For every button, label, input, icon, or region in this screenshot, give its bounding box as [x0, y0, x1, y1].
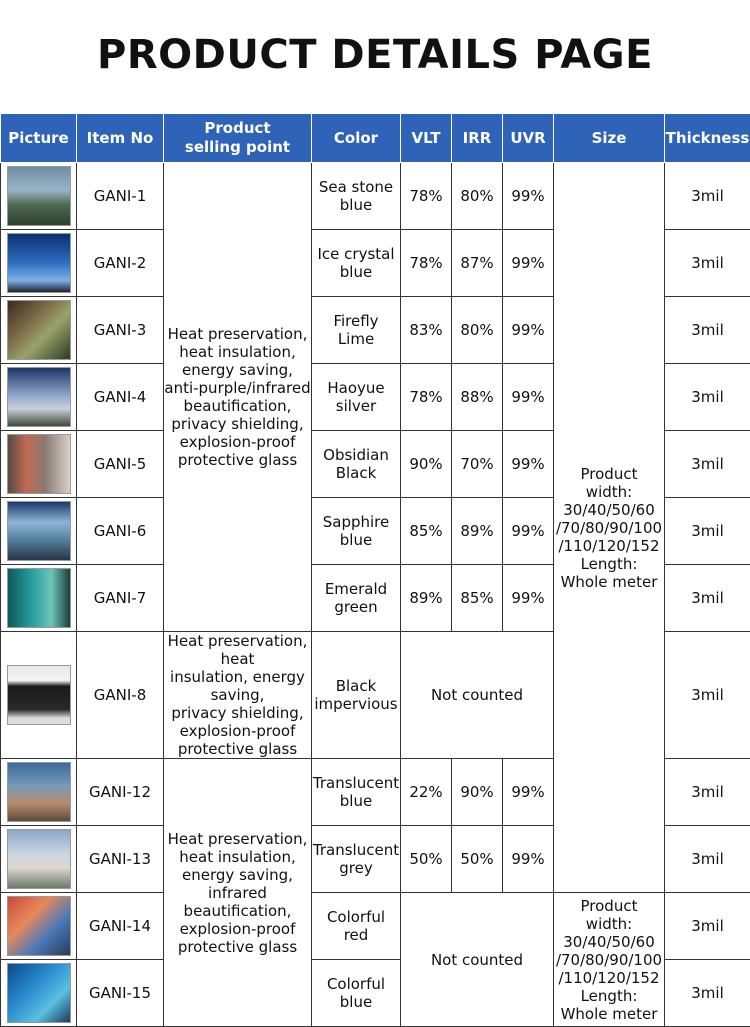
- color-line: Firefly: [333, 312, 378, 330]
- uvr-cell: 99%: [503, 230, 554, 297]
- selling-point-line: explosion-proof: [180, 920, 296, 938]
- vlt-cell: 22%: [401, 759, 452, 826]
- color-line: Colorful: [327, 975, 385, 993]
- color-line: Sea stone: [319, 178, 393, 196]
- thickness-cell: 3mil: [665, 960, 750, 1027]
- item-no-cell: GANI-13: [77, 826, 164, 893]
- irr-cell: 87%: [452, 230, 503, 297]
- selling-point-line: Heat preservation,: [168, 325, 308, 343]
- color-cell: [312, 431, 401, 498]
- product-photo: [7, 762, 71, 822]
- size-line: 30/40/50/60: [563, 501, 655, 519]
- table-row: [1, 893, 750, 960]
- color-cell: [312, 759, 401, 826]
- uvr-cell: 99%: [503, 826, 554, 893]
- picture-cell: [1, 565, 77, 632]
- product-photo: [7, 568, 71, 628]
- not-counted-cell: Not counted: [401, 632, 554, 759]
- picture-cell: [1, 364, 77, 431]
- item-no-cell: GANI-4: [77, 364, 164, 431]
- thickness-cell: 3mil: [665, 632, 750, 759]
- color-cell: [312, 498, 401, 565]
- irr-cell: 88%: [452, 364, 503, 431]
- selling-point-line: heat insulation,: [179, 343, 295, 361]
- color-cell: [312, 632, 401, 759]
- color-line: Lime: [338, 330, 374, 348]
- item-no-cell: GANI-3: [77, 297, 164, 364]
- product-photo: [7, 367, 71, 427]
- color-line: green: [334, 598, 377, 616]
- selling-point-line: protective glass: [178, 451, 297, 469]
- color-line: blue: [340, 993, 372, 1011]
- picture-cell: [1, 297, 77, 364]
- item-no-cell: GANI-15: [77, 960, 164, 1027]
- header-selling-point-line-2: selling point: [185, 138, 290, 156]
- irr-cell: 90%: [452, 759, 503, 826]
- size-line: /110/120/152: [558, 969, 659, 987]
- size-line: /110/120/152: [558, 537, 659, 555]
- color-line: silver: [336, 397, 376, 415]
- color-line: Sapphire: [323, 513, 390, 531]
- color-cell: [312, 163, 401, 230]
- header-uvr: UVR: [503, 114, 554, 163]
- selling-point-line: privacy shielding,: [171, 415, 303, 433]
- table-row: [1, 163, 750, 230]
- selling-point-group-3: [164, 759, 312, 1027]
- item-no-cell: GANI-14: [77, 893, 164, 960]
- selling-point-line: energy saving,: [182, 866, 293, 884]
- selling-point-line: Heat preservation,: [168, 830, 308, 848]
- vlt-cell: 83%: [401, 297, 452, 364]
- picture-cell: [1, 960, 77, 1027]
- vlt-cell: 78%: [401, 163, 452, 230]
- product-photo: [7, 501, 71, 561]
- page-title: PRODUCT DETAILS PAGE: [0, 32, 750, 78]
- uvr-cell: 99%: [503, 364, 554, 431]
- selling-point-line: heat insulation,: [179, 848, 295, 866]
- selling-point-line: explosion-proof: [180, 433, 296, 451]
- uvr-cell: 99%: [503, 163, 554, 230]
- item-no-cell: GANI-12: [77, 759, 164, 826]
- color-line: Translucent: [313, 774, 399, 792]
- picture-cell: [1, 498, 77, 565]
- color-cell: [312, 565, 401, 632]
- irr-cell: 50%: [452, 826, 503, 893]
- size-line: Length:: [581, 555, 638, 573]
- color-cell: [312, 960, 401, 1027]
- item-no-cell: GANI-1: [77, 163, 164, 230]
- selling-point-line: energy saving,: [182, 361, 293, 379]
- color-line: Emerald: [325, 580, 387, 598]
- color-cell: [312, 826, 401, 893]
- vlt-cell: 90%: [401, 431, 452, 498]
- product-photo: [7, 434, 71, 494]
- size-line: Whole meter: [561, 573, 658, 591]
- selling-point-line: privacy shielding,: [171, 704, 303, 722]
- color-line: Obsidian: [323, 446, 389, 464]
- size-block-1: [554, 163, 665, 893]
- color-line: Black: [336, 677, 377, 695]
- irr-cell: 70%: [452, 431, 503, 498]
- thickness-cell: 3mil: [665, 230, 750, 297]
- size-line: width:: [586, 915, 632, 933]
- color-line: blue: [340, 263, 372, 281]
- thickness-cell: 3mil: [665, 759, 750, 826]
- picture-cell: [1, 230, 77, 297]
- selling-point-line: explosion-proof: [180, 722, 296, 740]
- item-no-cell: GANI-6: [77, 498, 164, 565]
- item-no-cell: GANI-7: [77, 565, 164, 632]
- header-irr: IRR: [452, 114, 503, 163]
- size-block-2: [554, 893, 665, 1027]
- thickness-cell: 3mil: [665, 565, 750, 632]
- uvr-cell: 99%: [503, 565, 554, 632]
- product-photo: [7, 300, 71, 360]
- header-thickness: Thickness: [665, 114, 750, 163]
- irr-cell: 80%: [452, 163, 503, 230]
- color-line: Haoyue: [327, 379, 384, 397]
- color-line: Black: [336, 464, 377, 482]
- item-no-cell: GANI-5: [77, 431, 164, 498]
- color-line: grey: [339, 859, 372, 877]
- color-cell: [312, 893, 401, 960]
- selling-point-line: insulation, energy saving,: [170, 668, 305, 704]
- color-cell: [312, 297, 401, 364]
- color-line: blue: [340, 792, 372, 810]
- uvr-cell: 99%: [503, 297, 554, 364]
- selling-point-line: protective glass: [178, 938, 297, 956]
- thickness-cell: 3mil: [665, 826, 750, 893]
- color-cell: [312, 364, 401, 431]
- picture-cell: [1, 759, 77, 826]
- picture-cell: [1, 163, 77, 230]
- uvr-cell: 99%: [503, 759, 554, 826]
- size-line: Product: [581, 897, 638, 915]
- size-line: Length:: [581, 987, 638, 1005]
- header-selling-point: [164, 114, 312, 163]
- color-line: blue: [340, 196, 372, 214]
- selling-point-group-1: [164, 163, 312, 632]
- color-line: blue: [340, 531, 372, 549]
- product-photo: [7, 166, 71, 226]
- size-line: Whole meter: [561, 1005, 658, 1023]
- size-line: Product: [581, 465, 638, 483]
- picture-cell: [1, 431, 77, 498]
- picture-cell: [1, 893, 77, 960]
- color-line: Translucent: [313, 841, 399, 859]
- product-photo: [7, 963, 71, 1023]
- vlt-cell: 78%: [401, 364, 452, 431]
- header-size: Size: [554, 114, 665, 163]
- product-spec-table: [0, 113, 750, 1027]
- selling-point-line: beautification,: [184, 902, 292, 920]
- size-line: width:: [586, 483, 632, 501]
- product-photo: [7, 896, 71, 956]
- vlt-cell: 89%: [401, 565, 452, 632]
- product-photo: [7, 829, 71, 889]
- irr-cell: 89%: [452, 498, 503, 565]
- picture-cell: [1, 826, 77, 893]
- color-line: red: [344, 926, 369, 944]
- selling-point-line: infrared: [208, 884, 267, 902]
- uvr-cell: 99%: [503, 431, 554, 498]
- uvr-cell: 99%: [503, 498, 554, 565]
- thickness-cell: 3mil: [665, 431, 750, 498]
- color-cell: [312, 230, 401, 297]
- header-vlt: VLT: [401, 114, 452, 163]
- size-line: /70/80/90/100: [556, 951, 662, 969]
- color-line: Colorful: [327, 908, 385, 926]
- thickness-cell: 3mil: [665, 893, 750, 960]
- selling-point-line: anti-purple/infrared: [164, 379, 310, 397]
- product-photo: [7, 665, 71, 725]
- selling-point-line: beautification,: [184, 397, 292, 415]
- table-header-row: [1, 114, 750, 163]
- thickness-cell: 3mil: [665, 297, 750, 364]
- not-counted-cell: Not counted: [401, 893, 554, 1027]
- thickness-cell: 3mil: [665, 163, 750, 230]
- thickness-cell: 3mil: [665, 498, 750, 565]
- vlt-cell: 50%: [401, 826, 452, 893]
- color-line: impervious: [314, 695, 397, 713]
- size-line: /70/80/90/100: [556, 519, 662, 537]
- header-item-no: Item No: [77, 114, 164, 163]
- header-picture: Picture: [1, 114, 77, 163]
- vlt-cell: 78%: [401, 230, 452, 297]
- selling-point-group-2: [164, 632, 312, 759]
- size-line: 30/40/50/60: [563, 933, 655, 951]
- selling-point-line: Heat preservation, heat: [168, 632, 308, 668]
- item-no-cell: GANI-8: [77, 632, 164, 759]
- item-no-cell: GANI-2: [77, 230, 164, 297]
- color-line: Ice crystal: [317, 245, 394, 263]
- irr-cell: 80%: [452, 297, 503, 364]
- selling-point-line: protective glass: [178, 740, 297, 758]
- header-color: Color: [312, 114, 401, 163]
- picture-cell: [1, 632, 77, 759]
- vlt-cell: 85%: [401, 498, 452, 565]
- irr-cell: 85%: [452, 565, 503, 632]
- thickness-cell: 3mil: [665, 364, 750, 431]
- header-selling-point-line-1: Product: [204, 119, 270, 137]
- product-photo: [7, 233, 71, 293]
